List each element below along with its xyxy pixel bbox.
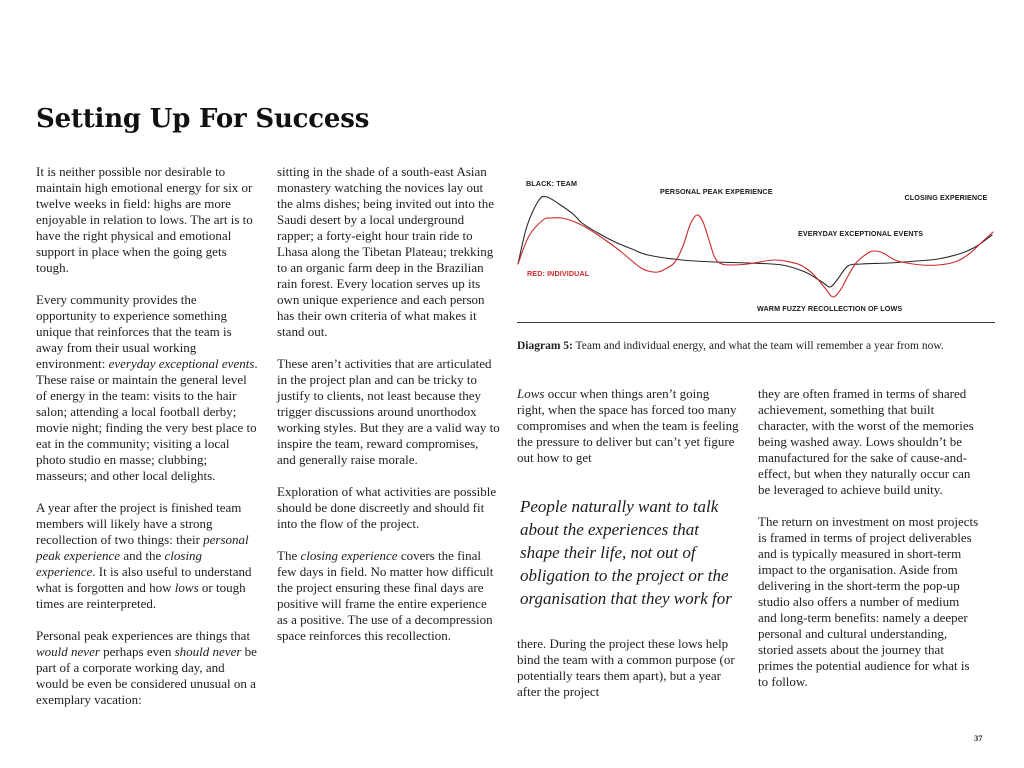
body-paragraph: Lows occur when things aren’t going right, when the space has forced too many compromises and when the team is feeling the pressure to deliver but can’t yet figure out how to get [517, 386, 739, 465]
diagram-caption-text: Team and individual energy, and what the team will remember a year from now. [572, 340, 944, 352]
text-column-4 [758, 386, 981, 690]
body-paragraph: The return on investment on most projects is framed in terms of project deliverables and is typically measured in short-term impact to the organisation. Aside from delivering in the short-term the pop-up studio also offers a number of medium and long-term benefits: namely a deeper personal and cultural understanding, storied assets about the journey that primes the potential audience for what is to follow. [758, 514, 979, 689]
page-title: Setting Up For Success [36, 104, 370, 134]
body-paragraph: Personal peak experiences are things that would never perhaps even should never be part of a corporate working day, and would be even be considered unusual on a exemplary vacation: [36, 628, 257, 707]
text-column-1 [36, 164, 258, 708]
text-column-2 [277, 164, 500, 644]
body-paragraph: sitting in the shade of a south-east Asian monastery watching the novices lay out the alms dishes; being invited out into the Saudi desert by a local underground rapper; a forty-eight hour train ride to Lhasa along the Tibetan Plateau; trekking to an organic farm deep in the Brazilian rain forest. Every location serves up its own unique experience and each person has their own criteria of what makes it stand out. [277, 164, 495, 339]
text-column-3 [517, 386, 740, 700]
page-number: 37 [974, 733, 983, 743]
diagram-label-personal-peak: PERSONAL PEAK EXPERIENCE [660, 187, 773, 196]
energy-diagram [517, 170, 995, 325]
body-paragraph: they are often framed in terms of shared achievement, something that built character, with the worst of the memories being washed away. Lows shouldn’t be manufactured for the sake of cause-and-effect, but when they naturally occur can be leveraged to achieve build unity. [758, 386, 974, 497]
body-paragraph: there. During the project these lows help bind the team with a common purpose (or potentially tears them apart), but a year after the project [517, 636, 735, 699]
body-paragraph: A year after the project is finished team members will likely have a strong recollection of two things: their personal peak experience and the closing experience. It is also useful to understand what is forgotten and how lows or tough times are reinterpreted. [36, 500, 252, 611]
diagram-label-warm-fuzzy: WARM FUZZY RECOLLECTION OF LOWS [757, 304, 903, 313]
diagram-divider-rule [517, 322, 995, 323]
diagram-label-black-team: BLACK: TEAM [526, 179, 578, 188]
body-paragraph: Exploration of what activities are possible should be done discreetly and should fit into the flow of the project. [277, 484, 497, 531]
diagram-caption [517, 339, 995, 353]
diagram-label-closing-experience: CLOSING EXPERIENCE [904, 193, 987, 202]
diagram-label-red-individual: RED: INDIVIDUAL [527, 269, 590, 278]
diagram-caption-number: Diagram 5: [517, 340, 573, 352]
body-paragraph: These aren’t activities that are articulated in the project plan and can be tricky to justify to clients, not least because they trigger discussions around unorthodox working styles. But they are a valid way to inspire the team, reward compromises, and generally raise morale. [277, 356, 500, 467]
body-paragraph: The closing experience covers the final few days in field. No matter how difficult the project ensuring these final days are positive will frame the entire experience as a positive. The use of a decompression space reinforces this recollection. [277, 548, 494, 643]
diagram-label-everyday-events: EVERYDAY EXCEPTIONAL EVENTS [798, 229, 924, 238]
body-paragraph: It is neither possible nor desirable to maintain high emotional energy for six or twelve weeks in field: highs are more enjoyable in relation to lows. The art is to have the right physical and emotional support in place when the going gets tough. [36, 164, 253, 275]
body-paragraph: Every community provides the opportunity to experience something unique that reinforces that the team is away from their usual working environment: everyday exceptional events. These raise or maintain the general level of energy in the team: visits to the hair salon; attending a local football derby; movie night; finding the very best place to eat in the community; visiting a local photo studio en masse; clubbing; masseurs; and other local delights. [36, 292, 258, 483]
pull-quote: People naturally want to talk about the experiences that shape their life, not out of obligation to the project or the organisation that they work for [520, 497, 732, 608]
